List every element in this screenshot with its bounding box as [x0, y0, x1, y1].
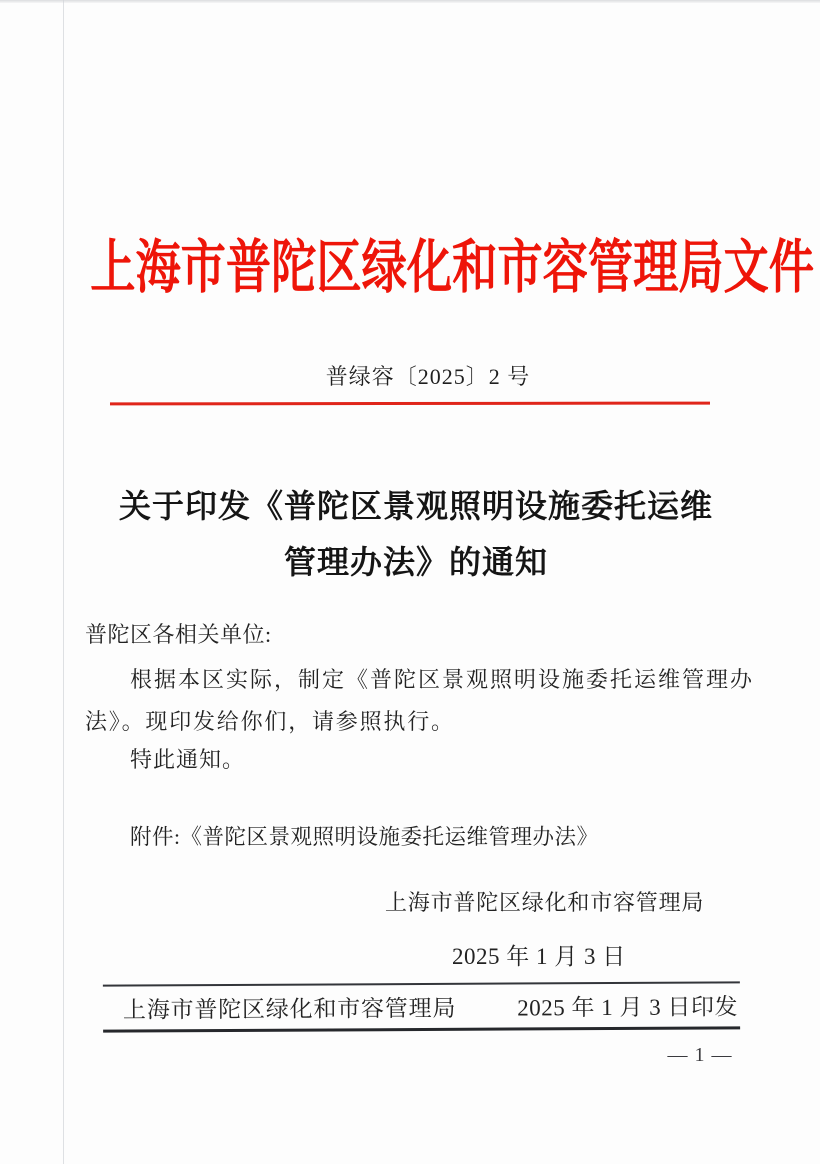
footer-issuer: 上海市普陀区绿化和市容管理局: [122, 995, 457, 1023]
red-divider-line: [110, 402, 710, 406]
footer-colophon: [103, 981, 740, 1032]
scan-artifact-top-edge: [0, 0, 820, 3]
notice-title-line-2: 管理办法》的通知: [283, 544, 548, 580]
footer-print-date: 2025 年 1 月 3 日印发: [517, 994, 739, 1021]
notice-title: [6, 478, 820, 590]
body-paragraph-line-2: 法》。现印发给你们，请参照执行。: [85, 709, 455, 734]
signature-issuer: 上海市普陀区绿化和市容管理局: [385, 890, 705, 915]
body-paragraph-line-1: 根据本区实际，制定《普陀区景观照明设施委托运维管理办: [130, 667, 755, 692]
page-number: — 1 —: [667, 1044, 733, 1066]
document-number: 普绿容〔2025〕2 号: [325, 364, 531, 389]
notice-title-line-1: 关于印发《普陀区景观照明设施委托运维: [118, 488, 713, 524]
salutation: 普陀区各相关单位:: [85, 622, 272, 647]
closing-line: 特此通知。: [130, 747, 246, 772]
agency-letterhead-title: 上海市普陀区绿化和市容管理局文件: [90, 235, 815, 300]
attachment-line: 附件:《普陀区景观照明设施委托运维管理办法》: [130, 825, 599, 849]
signature-date: 2025 年 1 月 3 日: [452, 944, 626, 969]
